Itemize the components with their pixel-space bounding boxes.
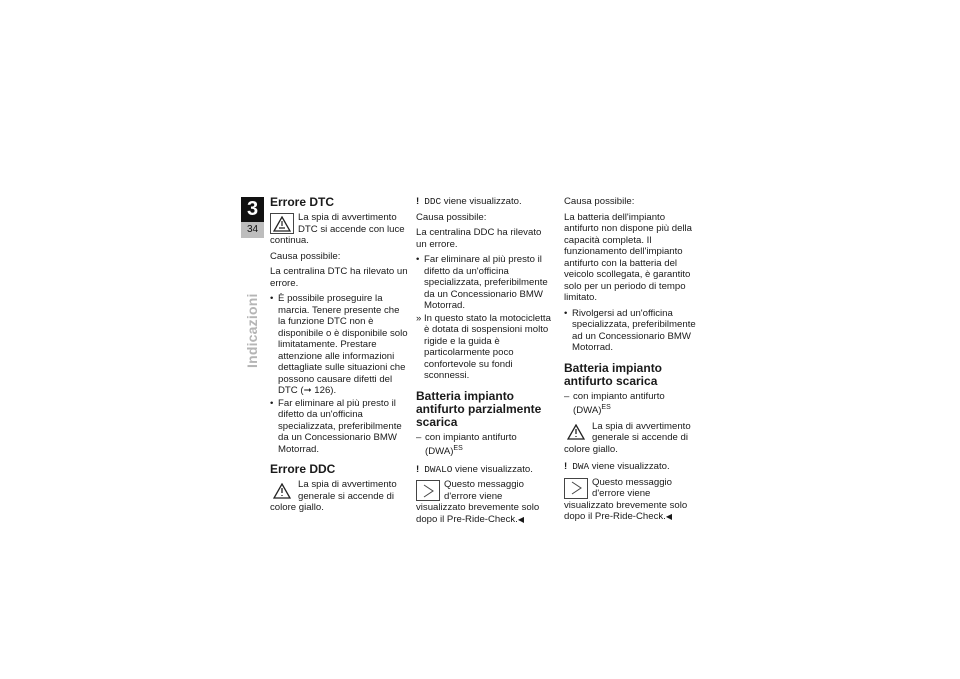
dtc-warning-text: La spia di avvertimento DTC si accende con luce continua. — [270, 212, 405, 246]
info-paragraph — [416, 479, 554, 525]
dwa-message-line — [564, 461, 702, 473]
dwalo-action-list — [564, 308, 702, 354]
chapter-number-tab — [241, 197, 264, 222]
message-text: viene visualizzato. — [591, 461, 670, 473]
chapter-number: 3 — [246, 198, 259, 220]
equipment-code: ES — [453, 445, 463, 452]
section-label: Indicazioni — [244, 293, 260, 368]
ddc-message-line — [416, 196, 554, 208]
equipment-note — [564, 391, 702, 417]
display-code: DWA — [572, 461, 590, 473]
dwalo-message-line — [416, 464, 554, 476]
equipment-code: ES — [601, 404, 611, 411]
play-arrow-icon — [416, 480, 440, 501]
dwa-warning-text: La spia di avvertimento generale si accende di colore giallo. — [564, 420, 691, 455]
column-3 — [564, 196, 702, 527]
dwa-warning-paragraph — [564, 421, 702, 456]
message-text: viene visualizzato. — [455, 463, 533, 475]
cause-label: Causa possibile: — [564, 196, 635, 207]
cause-text: La centralina DTC ha rilevato un errore. — [270, 266, 408, 289]
end-mark-icon: ◀ — [517, 514, 525, 524]
info-text: Questo messaggio d'errore viene visualizzato brevemente solo dopo il Pre-Ride-Check. — [416, 479, 540, 525]
page-number: 34 — [246, 224, 259, 235]
cause-text: La centralina DDC ha rilevato un errore. — [416, 227, 542, 250]
equipment-note-text: con impianto antifurto (DWA) — [573, 390, 665, 417]
list-item: • È possibile proseguire la marcia. Tenere presente che la funzione DTC non è disponibile o è disponibile solo limitatamente. Prestare attenzione alle informazioni dettagliate sulle situazioni che possono causare difetti del DTC (➞ 126). — [270, 293, 408, 397]
list-item: • Far eliminare al più presto il difetto da un'officina specializzata, preferibilmente da un Concessionario BMW Motorrad. — [416, 254, 554, 312]
equipment-note — [416, 432, 554, 458]
list-item: • Far eliminare al più presto il difetto da un'officina specializzata, preferibilmente da un Concessionario BMW Motorrad. — [270, 398, 408, 456]
warning-triangle-icon — [270, 480, 294, 501]
display-code: DWALO — [424, 463, 453, 475]
column-1 — [270, 196, 408, 518]
dtc-warning-paragraph — [270, 212, 408, 247]
heading-batteria-parzialmente-scarica: Batteria impianto antifurto parzialmente scarica — [416, 388, 542, 429]
cause-label: Causa possibile: — [416, 211, 487, 223]
ddc-warning-text: La spia di avvertimento generale si accende di colore giallo. — [270, 479, 397, 513]
list-item: » In questo stato la motocicletta è dotata di sospensioni molto rigide e la guida è particolarmente poco confortevole su fondi sconnessi. — [416, 313, 554, 382]
message-text: viene visualizzato. — [443, 196, 522, 207]
ddc-warning-paragraph — [270, 479, 408, 514]
info-paragraph — [564, 477, 702, 523]
column-2 — [416, 196, 554, 529]
cause-label: Causa possibile: — [270, 250, 341, 262]
dtc-action-list — [270, 293, 408, 455]
list-item: • Rivolgersi ad un'officina specializzata, preferibilmente ad un Concessionario BMW Motorrad. — [564, 308, 702, 354]
end-mark-icon: ◀ — [665, 512, 673, 522]
play-arrow-icon — [564, 478, 588, 499]
exclamation-icon: ! — [416, 196, 420, 207]
page-number-tab — [241, 222, 264, 238]
cause-text: La batteria dell'impianto antifurto non dispone più della capacità completa. Il funzionamento dell'impianto antifurto con la batteria del veicolo scollegata, è garantito solo per un periodo di tempo limitato. — [564, 211, 693, 303]
info-text: Questo messaggio d'errore viene visualizzato brevemente solo dopo il Pre-Ride-Check. — [564, 476, 688, 523]
exclamation-icon: ! — [564, 461, 568, 473]
warning-triangle-icon — [270, 213, 294, 234]
heading-errore-ddc: Errore DDC — [270, 462, 336, 476]
heading-batteria-scarica: Batteria impianto antifurto scarica — [564, 360, 663, 388]
heading-errore-dtc: Errore DTC — [270, 195, 335, 209]
ddc-action-list — [416, 254, 554, 382]
equipment-note-text: con impianto antifurto (DWA) — [425, 431, 517, 458]
exclamation-icon: ! — [416, 463, 420, 475]
display-code: DDC — [424, 196, 442, 207]
warning-triangle-icon — [564, 422, 588, 443]
